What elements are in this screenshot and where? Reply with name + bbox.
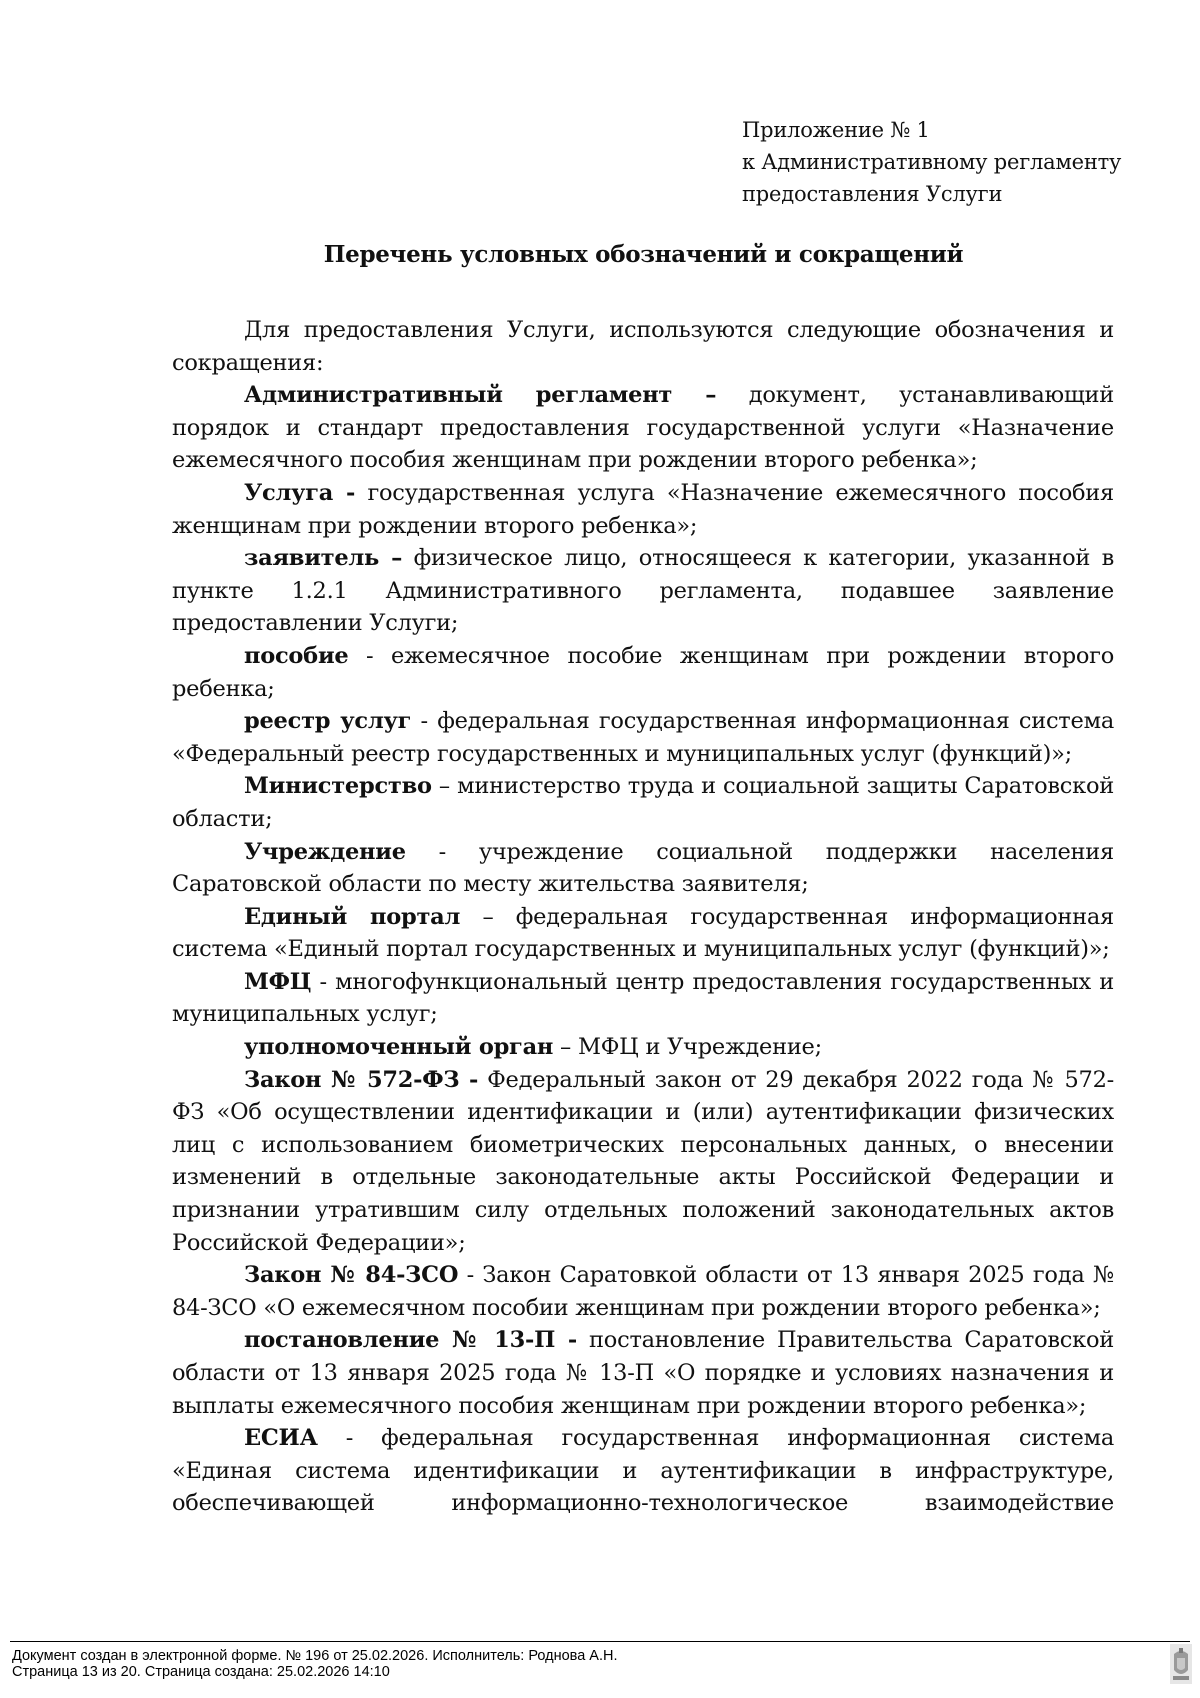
definition-text: - многофункциональный центр предоставления государственных и муниципальных услуг; [172,968,1114,1028]
definition-term: Административный регламент – [244,382,717,409]
definition-item [172,901,1114,966]
definition-item [172,542,1114,640]
page-title: Перечень условных обозначений и сокращений [323,241,964,268]
definition-text: - федеральная государственная информационная система «Единая система идентификации и аутентификации в инфраструктуре, обеспечивающей информационно-технологическое взаимодействие [172,1425,1114,1517]
definition-term: пособие [244,642,349,669]
definition-item [172,836,1114,901]
definition-text: - ежемесячное пособие женщинам при рождении второго ребенка; [172,642,1114,702]
definition-text: Федеральный закон от 29 декабря 2022 года № 572-ФЗ «Об осуществлении идентификации и (или) аутентификации физических лиц с использованием биометрических персональных данных, о внесении изменений в отдельные законодательные акты Российской Федерации и признании утратившим силу отдельных положений законодательных актов Российской Федерации»; [172,1066,1115,1256]
footer-divider [10,1641,1190,1642]
definition-item [172,1031,1114,1064]
definition-item [172,477,1114,542]
definition-text: – федеральная государственная информационная система «Единый портал государственных и муниципальных услуг (функций)»; [172,903,1114,963]
definition-text: физическое лицо, относящееся к категории, указанной в пункте 1.2.1 Административного регламента, подавшее заявление предоставлении Услуги; [172,545,1115,637]
definition-term: Закон № 84-ЗСО [244,1262,459,1289]
definition-term: Закон № 572-ФЗ - [244,1066,479,1093]
definition-term: МФЦ [244,968,312,995]
intro-paragraph: Для предоставления Услуги, используются следующие обозначения и сокращения: [172,317,1114,376]
definition-term: постановление № 13-П - [244,1327,577,1354]
definition-text: - федеральная государственная информационная система «Федеральный реестр государственных и муниципальных услуг (функций)»; [172,708,1114,767]
emblem-icon [1170,1644,1192,1684]
definition-term: Услуга - [244,479,356,506]
definition-term: Учреждение [244,838,406,865]
appendix-subject: предоставления Услуги [742,182,1003,206]
definition-item [172,1422,1114,1520]
definition-text: документ, устанавливающий порядок и стандарт предоставления государственной услуги «Назначение ежемесячного пособия женщинам при рождении второго ребенка»; [172,382,1114,474]
definition-item [172,770,1114,835]
definition-item [172,1064,1114,1260]
definition-item [172,1259,1114,1324]
definition-item [172,640,1114,705]
definition-term: уполномоченный орган [244,1034,554,1061]
definition-text: - учреждение социальной поддержки населения Саратовской области по месту жительства заявителя; [172,838,1114,898]
definition-item [172,966,1114,1031]
definition-term: Министерство [244,773,432,800]
appendix-header [742,114,1121,210]
definition-item [172,379,1114,477]
definition-term: Единый портал [244,903,461,930]
footer-page-info: Страница 13 из 20. Страница создана: 25.02.2026 14:10 [12,1664,390,1680]
definition-term: реестр услуг [244,708,412,735]
definition-term: ЕСИА [244,1425,318,1452]
definition-text: постановление Правительства Саратовской области от 13 января 2025 года № 13-П «О порядке и условиях назначения и выплаты ежемесячного пособия женщинам при рождении второго ребенка»; [172,1327,1114,1419]
definition-text: – МФЦ и Учреждение; [553,1034,822,1061]
appendix-reference: к Административному регламенту [742,150,1122,174]
document-footer [12,1648,618,1680]
definition-item [172,705,1114,770]
definition-item [172,1324,1114,1422]
document-body [172,314,1114,1520]
footer-document-info: Документ создан в электронной форме. № 196 от 25.02.2026. Исполнитель: Роднова А.Н. [12,1648,618,1664]
definition-text: государственная услуга «Назначение ежемесячного пособия женщинам при рождении второго ребенка»; [172,479,1115,539]
definition-text: – министерство труда и социальной защиты Саратовской области; [172,773,1114,832]
definition-term: заявитель – [244,545,403,572]
definition-text: - Закон Саратовкой области от 13 января 2025 года № 84-ЗСО «О ежемесячном пособии женщинам при рождении второго ребенка»; [172,1262,1114,1321]
appendix-number: Приложение № 1 [742,118,930,142]
